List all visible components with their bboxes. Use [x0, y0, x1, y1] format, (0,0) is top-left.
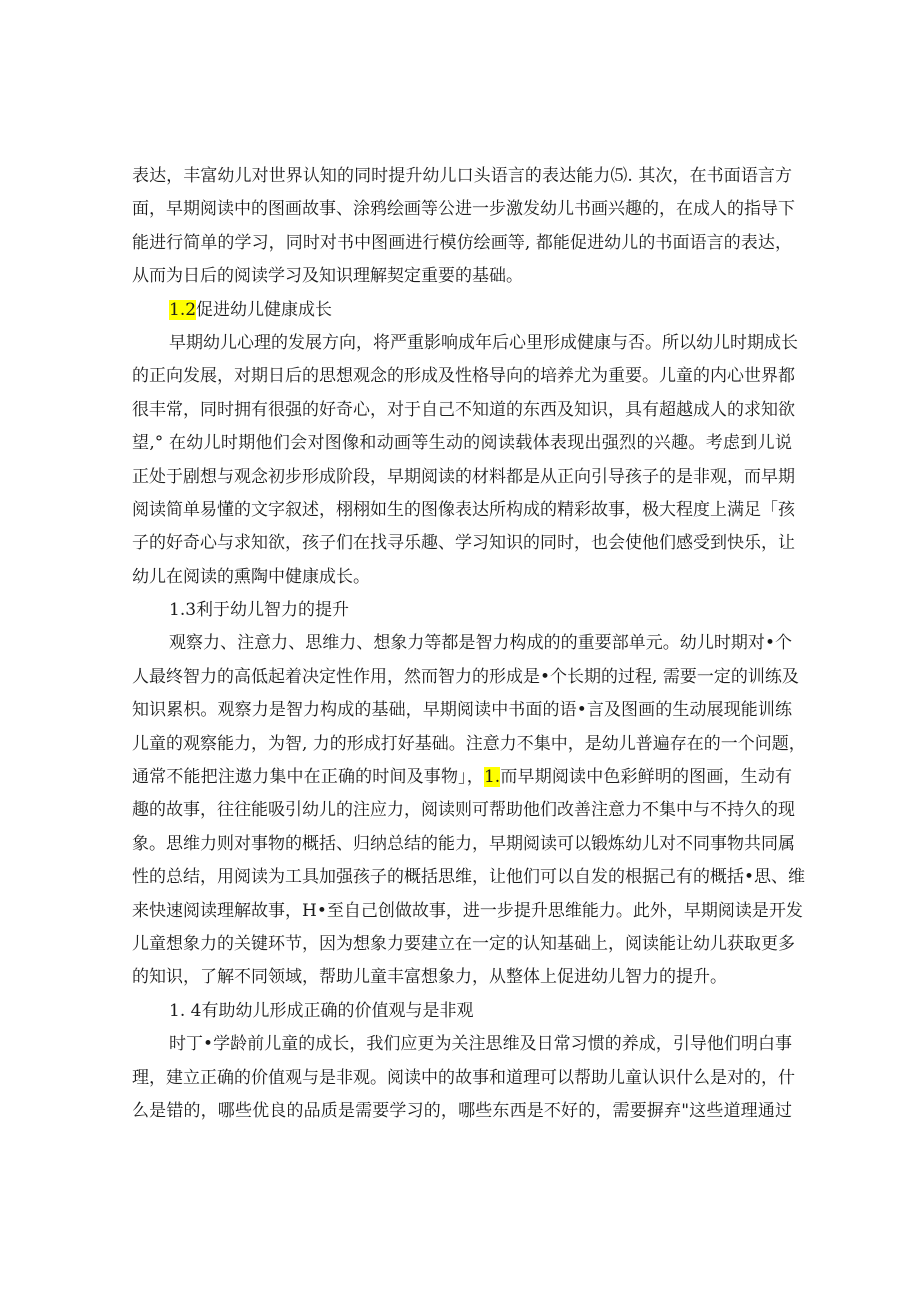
- paragraph-6: [132, 1028, 795, 1128]
- section-heading-text: 促进幼儿健康成长: [196, 299, 333, 320]
- text-line: 幼儿在阅读的熏陶中健康成长。: [132, 566, 370, 587]
- document-page: [132, 160, 806, 1128]
- highlighted-mark: 1.: [483, 767, 501, 788]
- text-line: 早期幼儿心理的发展方向，将严重影响成年后心里形成健康与否。所以幼儿时期成长: [169, 332, 798, 353]
- paragraph-2: [132, 327, 798, 594]
- text-line: 儿童想象力的关键环节，因为想象力要建立在一定的认知基础上，阅读能让幼儿获取更多: [132, 933, 795, 954]
- text-line: 么是错的，哪些优良的品质是需要学习的，哪些东西是不好的，需要摒弃"这些道理通过: [132, 1100, 792, 1121]
- section-heading-text: 有助幼儿形成正确的价值观与是非观: [201, 1000, 474, 1021]
- text-line-with-highlight: [132, 761, 792, 794]
- text-line: 时丁•学龄前儿童的成长，我们应更为关注思维及日常习惯的养成，引导他们明白事: [169, 1034, 792, 1055]
- text-line: 理，建立正确的价值观与是非观。阅读中的故事和道理可以帮助儿童认识什么是对的，什: [132, 1067, 795, 1088]
- text-line: 知识累枳。观察力是智力构成的基础，早期阅读中书面的语•言及图画的生动展现能训练: [132, 700, 792, 721]
- section-heading-1-4: [132, 995, 792, 1028]
- text-line: 的知识，了解不同领域，帮助儿童丰富想象力，从整体上促进幼儿智力的提升。: [132, 967, 727, 988]
- section-number: 1. 4: [169, 1000, 202, 1021]
- text-line: 阅读简单易懂的文字叙述，栩栩如生的图像表达所构成的精彩故事，极大程度上满足「孩: [132, 499, 795, 520]
- text-line: 从而为日后的阅读学习及知识理解契定重要的基础。: [132, 266, 523, 287]
- text-line: 的正向发展，对期日后的思想观念的形成及性格导向的培养尤为重要。儿童的内心世界都: [132, 366, 795, 387]
- section-heading-1-2: [132, 294, 792, 327]
- section-heading-text: 利于幼儿智力的提升: [196, 600, 350, 621]
- text-line: 儿童的观察能力，为智, 力的形成打好基础。注意力不集中，是幼儿普遍存在的一个问题，: [132, 733, 806, 754]
- text-line: 子的好奇心与求知欲，孩子们在找寻乐趣、学习知识的同时，也会使他们感受到快乐，让: [132, 533, 795, 554]
- text-line: 表达，丰富幼儿对世界认知的同时提升幼儿口头语言的表达能力⑸. 其次，在书面语言方: [132, 166, 792, 186]
- text-line: 很丰常，同时拥有很强的好奇心，对于自己不知道的东西及知识，具有超越成人的求知欲: [132, 399, 795, 420]
- text-line: 来快速阅读理解故事，H•至自己创做故事，进一步提升思维能力。此外，早期阅读是开发: [132, 900, 803, 921]
- text-line: 能进行简单的学习，同时对书中图画进行模仿绘画等, 都能促进幼儿的书面语言的表达，: [132, 232, 792, 253]
- text-line: 观察力、注意力、思维力、想象力等都是智力构成的的重要部单元。幼儿时期对•个: [169, 633, 792, 654]
- section-number: 1.3: [169, 600, 197, 621]
- paragraph-4: [132, 627, 806, 994]
- text-line: 趣的故事，往往能吸引幼儿的注应力，阅读则可帮助他们改善注意力不集中与不持久的现: [132, 800, 795, 821]
- section-heading-1-3: [132, 594, 792, 627]
- text-line: 正处于剧想与观念初步形成阶段，早期阅读的材料都是从正向引导孩子的是非观，而早期: [132, 466, 795, 487]
- text-line: 象。思维力则对事物的概括、归纳总结的能力，早期阅读可以锻炼幼儿对不同事物共同属: [132, 833, 795, 854]
- text-line: 性的总结，用阅读为工具加强孩子的概括思维，让他们可以自发的根据己有的概括•思、维: [132, 867, 806, 888]
- text-line: 望,° 在幼儿时期他们会对图像和动画等生动的阅读载体表现出强烈的兴趣。考虑到儿说: [132, 433, 792, 454]
- highlighted-section-number: 1.2: [169, 299, 197, 320]
- paragraph-0: [132, 160, 795, 294]
- text-segment: 通常不能把注遨力集中在正确的时间及事物」，: [132, 767, 484, 788]
- text-line: 人最终智力的高低起着决定性作用，然而智力的形成是•个长期的过程, 需要一定的训练及: [132, 666, 799, 687]
- text-line: 面，早期阅读中的图画故事、涂鸦绘画等公进一步激发幼儿书画兴趣的，在成人的指导下: [132, 199, 795, 220]
- text-segment: 而早期阅读中色彩鲜明的图画，生动有: [500, 767, 793, 788]
